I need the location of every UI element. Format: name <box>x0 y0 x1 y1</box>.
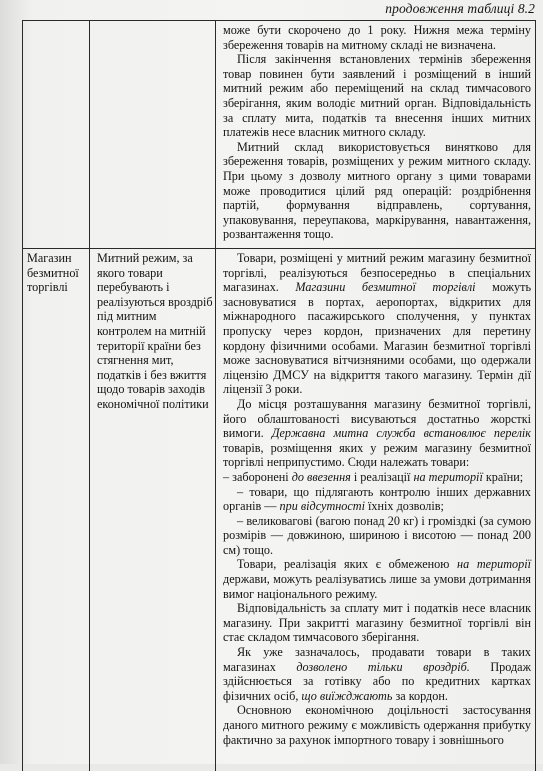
row2-paragraph-1 <box>223 251 531 397</box>
row2-regime-name: Магазин безмитної торгівлі <box>27 251 79 295</box>
text-run: їхніх дозволів; <box>365 499 444 514</box>
text-run: можуть засновуватися в портах, аеропортах, відкритих для міжнародного пасажирського сполучення, у пунктах пропуску через кордон, призначених для перетину кордону фізичними особами. Магазин безмитної торгівлі може засновуватися вітчизняними особами, що одержали ліцензію ДМСУ на відкриття такого магазину. Термін дії ліцензії 3 роки. <box>223 280 532 397</box>
italic-run: на території <box>413 469 483 484</box>
list-item-heavy: – великовагові (вагою понад 20 кг) і громіздкі (за сумою розмірів — довжиною, шириною і висотою — понад 200 см) тощо. <box>223 513 531 557</box>
text-run: за кордон. <box>392 688 448 703</box>
text-run: До місця розташування магазину безмитної торгівлі, його облаштованості висуваються достатньо жорсткі вимоги. <box>223 396 531 441</box>
text-run: – заборонені <box>223 469 292 484</box>
row2-paragraph-6: Основною економічною доцільності застосування даного митного режиму є можливість одержання прибутку фактично за рахунок імпортного товару і зовнішнього <box>223 703 531 747</box>
text-run: Як уже зазначалось, продавати товари в таких магазинах <box>223 645 531 674</box>
row2-regime-name-cell <box>27 251 87 295</box>
text-run: Продаж здійснюється за готівку або по кредитних картках фізичних осіб, <box>223 659 531 703</box>
column-divider-2 <box>215 21 216 771</box>
italic-run: що виїжджають <box>301 688 393 703</box>
text-run: – товари, що підлягають контролю інших державних органів — <box>223 484 531 514</box>
italic-run: на території <box>457 557 531 572</box>
italic-run: Державна митна служба встановлює перелік <box>271 426 531 441</box>
text-run: країни; <box>482 469 524 484</box>
italic-run: при відсутності <box>279 499 365 514</box>
row1-description-cell <box>223 23 531 242</box>
table-continuation-label: продовження таблиці 8.2 <box>385 1 535 16</box>
row1-paragraph-3: Митний склад використовується винятково для збереження товарів, розміщених у режим митного складу. При цьому з дозволу митного органу з цими товарами може проводитися цілий ряд операцій: роздрібнення партій, формування відправлень, сортування, упаковування, переупакова, маркірування, навантаження, розвантаження тощо. <box>223 139 531 242</box>
text-run: товарів, розміщення яких у режим магазину безмитної торгівлі неприпустимо. Сюди належать товари: <box>223 440 531 470</box>
italic-run: до ввезення <box>291 469 351 484</box>
text-run: держави, можуть реалізуватись лише за умови дотримання вимог національного режиму. <box>223 572 531 601</box>
text-run: Товари, реалізація яких є обмеженою <box>237 557 458 572</box>
row2-paragraph-2 <box>223 397 531 470</box>
row2-description-cell <box>223 251 531 747</box>
text-run: Товари, розміщені у митний режим магазину безмитної торгівлі, реалізуються безпосередньо в спеціальних магазинах. <box>223 251 531 295</box>
list-item-controlled <box>223 485 531 514</box>
row2-paragraph-4: Відповідальність за сплату мит і податків несе власник магазину. При закритті магазину безмитної торгівлі він стає складом тимчасового зберігання. <box>223 601 531 645</box>
italic-run: Магазини безмитної торгівлі <box>295 280 476 295</box>
row2-paragraph-5 <box>223 645 531 703</box>
list-item-prohibited <box>223 470 531 485</box>
row-divider <box>23 248 535 249</box>
row1-paragraph-1: може бути скорочено до 1 року. Нижня межа терміну збереження товарів на митному складі не визначена. <box>223 23 531 52</box>
row1-paragraph-2: Після закінчення встановлених термінів збереження товар повинен бути заявлений і розміщений в інший митний режим або переміщений на склад тимчасового зберігання, яким володіє митний орган. Відповідальність за сплату мита, податків та внесення інших митних платежів несе власник митного складу. <box>223 52 531 140</box>
row2-paragraph-3 <box>223 557 531 601</box>
row2-definition-cell <box>97 251 213 412</box>
text-run: і реалізації <box>350 469 414 484</box>
column-divider-1 <box>89 21 90 771</box>
italic-run: дозволено тільки вроздріб. <box>296 659 470 674</box>
data-table <box>22 20 536 771</box>
row2-definition: Митний режим, за якого товари перебувають і реалізуються вроздріб під митним контролем на митній території країни без стягнення мит, податків і без вжиття щодо товарів заходів економічної політики <box>97 251 213 411</box>
